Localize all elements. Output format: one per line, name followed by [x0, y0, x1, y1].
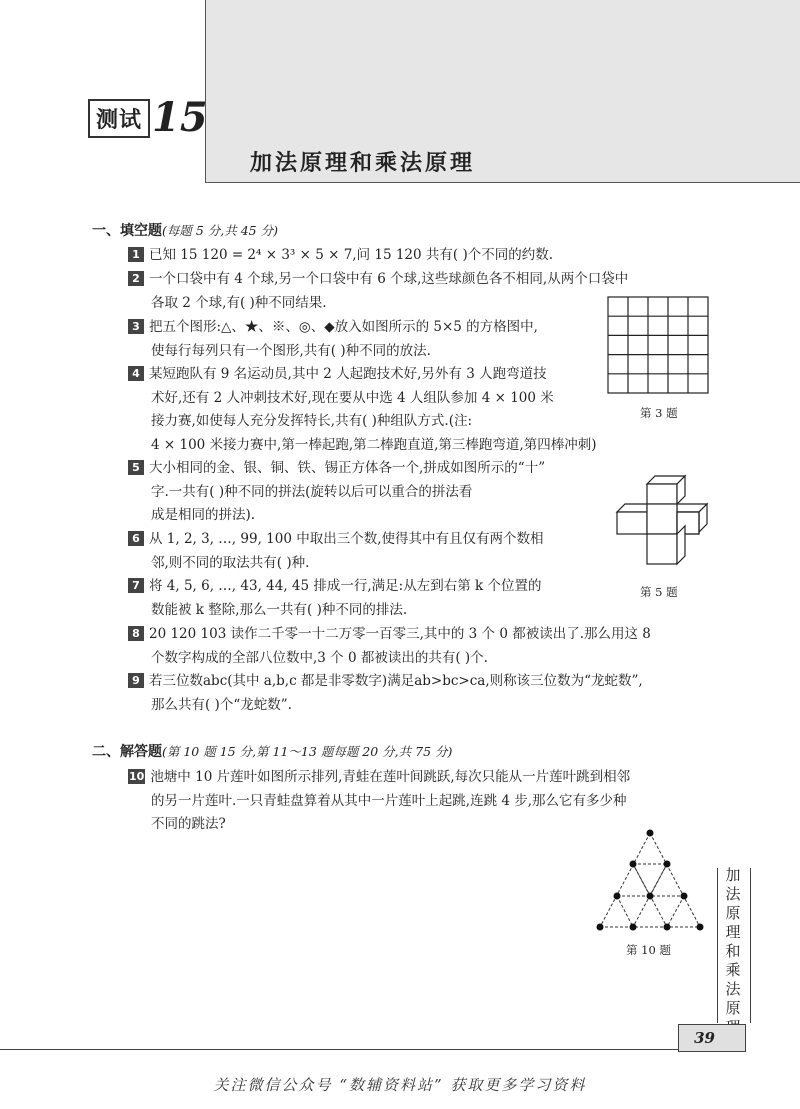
question-text: 已知 15 120 = 2⁴ × 3³ × 5 × 7,问 15 120 共有( )个不同的约数. — [149, 247, 554, 263]
section2-heading — [92, 741, 452, 761]
test-word: 测试 — [88, 99, 150, 138]
question-text: 个数字构成的全部八位数中,3 个 0 都被读出的共有( )个. — [151, 649, 488, 666]
question-3 — [128, 316, 538, 363]
question-9 — [128, 670, 643, 717]
page-title: 加法原理和乘法原理 — [250, 151, 476, 176]
figure-3-caption: 第 3 题 — [640, 406, 678, 420]
question-text: 的另一片莲叶.一只青蛙盘算着从其中一片莲叶上起跳,连跳 4 步,那么它有多少种 — [151, 792, 627, 809]
question-4 — [128, 363, 596, 457]
question-text: 将 4, 5, 6, …, 43, 44, 45 排成一行,满足:从左到右第 k 个位置的 — [149, 578, 542, 594]
question-text: 一个口袋中有 4 个球,另一个口袋中有 6 个球,这些球颜色各不相同,从两个口袋中 — [149, 271, 629, 287]
question-text: 20 120 103 读作二千零一十二万零一百零三,其中的 3 个 0 都被读出了.那么用这 8 — [149, 626, 651, 642]
figure-10-lotus-leaves — [592, 825, 710, 935]
question-text: 若三位数abc(其中 a,b,c 都是非零数字)满足ab>bc>ca,则称该三位数为“龙蛇数”, — [149, 673, 643, 689]
figure-3-grid — [607, 296, 711, 396]
section1-heading — [92, 220, 278, 240]
test-label — [88, 94, 208, 141]
question-number: 6 — [128, 531, 144, 546]
page-number: 39 — [678, 1024, 746, 1052]
question-number: 4 — [128, 366, 144, 381]
figure-5-cross — [607, 466, 717, 576]
question-text: 术好,还有 2 人冲刺技术好,现在要从中选 4 人组队参加 4 × 100 米 — [151, 389, 554, 406]
question-number: 10 — [129, 770, 145, 783]
footer-note: 关注微信公众号 “数辅资料站” 获取更多学习资料 — [213, 1076, 587, 1094]
question-text: 从 1, 2, 3, …, 99, 100 中取出三个数,使得其中有且仅有两个数相 — [149, 531, 544, 547]
question-text: 某短跑队有 9 名运动员,其中 2 人起跑技术好,另外有 3 人跑弯道技 — [149, 366, 547, 382]
question-number: 8 — [128, 626, 144, 641]
footer-divider — [0, 1049, 746, 1050]
question-2 — [128, 268, 628, 315]
question-7 — [128, 575, 541, 622]
question-text: 数能被 k 整除,那么一共有( )种不同的排法. — [151, 601, 408, 618]
section1-note: (每题 5 分,共 45 分) — [162, 223, 278, 238]
question-number: 5 — [128, 460, 144, 475]
question-text: 成是相同的拼法). — [151, 507, 256, 523]
question-text: 字.一共有( )种不同的拼法(旋转以后可以重合的拼法看 — [151, 483, 473, 500]
question-6 — [128, 528, 544, 575]
question-text: 池塘中 10 片莲叶如图所示排列,青蛙在莲叶间跳跃,每次只能从一片莲叶跳到相邻 — [150, 769, 631, 785]
side-title: 加法原理和乘法原 — [725, 866, 741, 1017]
test-number: 15 — [152, 94, 208, 141]
question-text: 大小相同的金、银、铜、铁、锡正方体各一个,拼成如图所示的“十” — [149, 460, 546, 476]
question-10 — [128, 766, 630, 837]
section2-label: 二、解答题 — [92, 744, 162, 760]
question-8 — [128, 623, 651, 670]
section2-note: (第 10 题 15 分,第 11～13 题每题 20 分,共 75 分) — [162, 744, 453, 759]
question-1 — [128, 244, 553, 268]
question-text: 那么共有( )个“龙蛇数”. — [151, 696, 292, 713]
question-number: 9 — [128, 673, 144, 688]
question-number: 1 — [128, 247, 144, 262]
question-text: 接力赛,如使每人充分发挥特长,共有( )种组队方式.(注: — [151, 413, 473, 429]
figure-10-caption: 第 10 题 — [626, 943, 671, 957]
question-number: 2 — [128, 271, 144, 286]
figure-5-caption: 第 5 题 — [640, 585, 678, 599]
question-text: 邻,则不同的取法共有( )种. — [151, 554, 310, 571]
question-text: 使每行每列只有一个图形,共有( )种不同的放法. — [151, 342, 431, 359]
question-text: 4 × 100 米接力赛中,第一棒起跑,第二棒跑直道,第三棒跑弯道,第四棒冲刺) — [151, 436, 597, 453]
question-text: 不同的跳法? — [151, 816, 226, 832]
question-text: 各取 2 个球,有( )种不同结果. — [151, 294, 327, 311]
section1-label: 一、填空题 — [92, 223, 162, 239]
question-text: 把五个图形:△、★、※、◎、◆放入如图所示的 5×5 的方格图中, — [149, 319, 538, 335]
question-number: 7 — [128, 578, 144, 593]
question-5 — [128, 457, 545, 528]
question-number: 3 — [128, 319, 144, 334]
